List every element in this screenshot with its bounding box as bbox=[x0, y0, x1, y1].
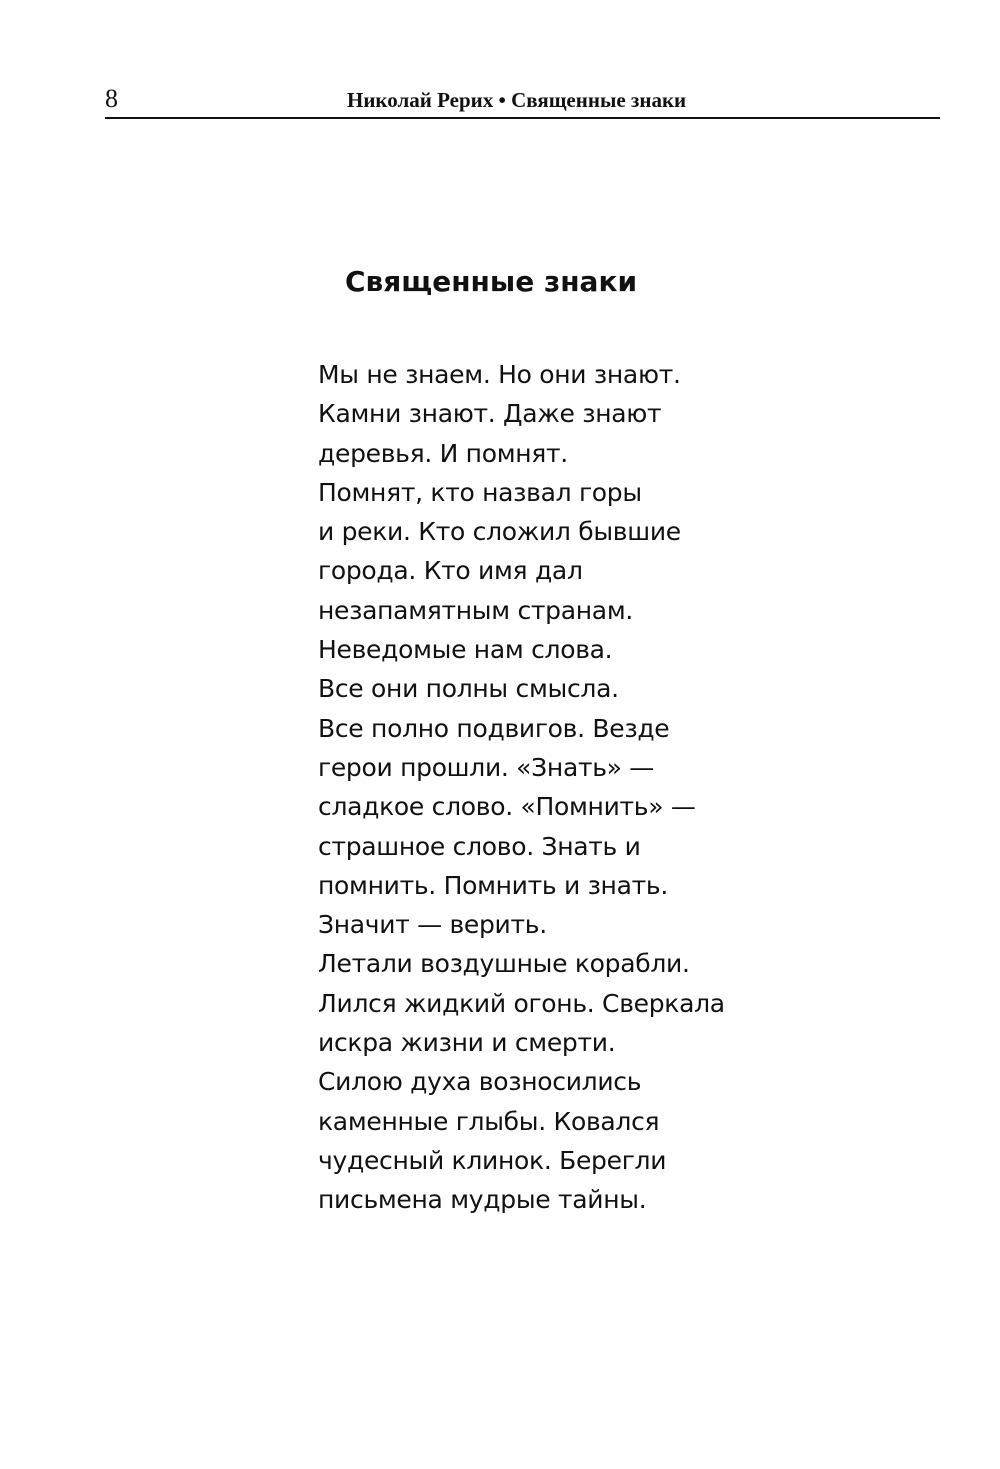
poem-line: Лился жидкий огонь. Сверкала bbox=[318, 988, 725, 1018]
poem-line: письмена мудрые тайны. bbox=[318, 1185, 647, 1215]
header-rule bbox=[105, 117, 940, 119]
poem-line: Значит — верить. bbox=[318, 910, 547, 940]
poem-line: Все полно подвигов. Везде bbox=[318, 713, 670, 743]
page-number: 8 bbox=[105, 84, 118, 113]
poem-line: каменные глыбы. Ковался bbox=[318, 1106, 660, 1136]
poem-line: Мы не знаем. Но они знают. bbox=[318, 360, 681, 389]
poem-text bbox=[318, 355, 878, 1220]
chapter-title: Священные знаки bbox=[345, 265, 638, 298]
poem-line: Летали воздушные корабли. bbox=[318, 949, 690, 979]
poem-line: и реки. Кто сложил бывшие bbox=[318, 517, 681, 547]
running-head bbox=[105, 84, 940, 118]
poem-line: Помнят, кто назвал горы bbox=[318, 477, 642, 507]
poem-line: Силою духа возносились bbox=[318, 1067, 642, 1097]
poem-line: Камни знают. Даже знают bbox=[318, 399, 662, 429]
poem-line: помнить. Помнить и знать. bbox=[318, 870, 668, 900]
poem-line: Неведомые нам слова. bbox=[318, 635, 613, 665]
poem-line: чудесный клинок. Берегли bbox=[318, 1145, 667, 1175]
poem-line: страшное слово. Знать и bbox=[318, 831, 641, 861]
poem-line: незапамятным странам. bbox=[318, 595, 634, 625]
running-title: Николай Рерих • Священные знаки bbox=[347, 88, 687, 112]
poem-line: сладкое слово. «Помнить» — bbox=[318, 792, 696, 822]
poem-line: города. Кто имя дал bbox=[318, 556, 583, 586]
poem-line: Все они полны смысла. bbox=[318, 674, 619, 704]
poem-line: герои прошли. «Знать» — bbox=[318, 752, 655, 782]
poem-line: деревья. И помнят. bbox=[318, 438, 568, 468]
poem-line: искра жизни и смерти. bbox=[318, 1028, 616, 1058]
